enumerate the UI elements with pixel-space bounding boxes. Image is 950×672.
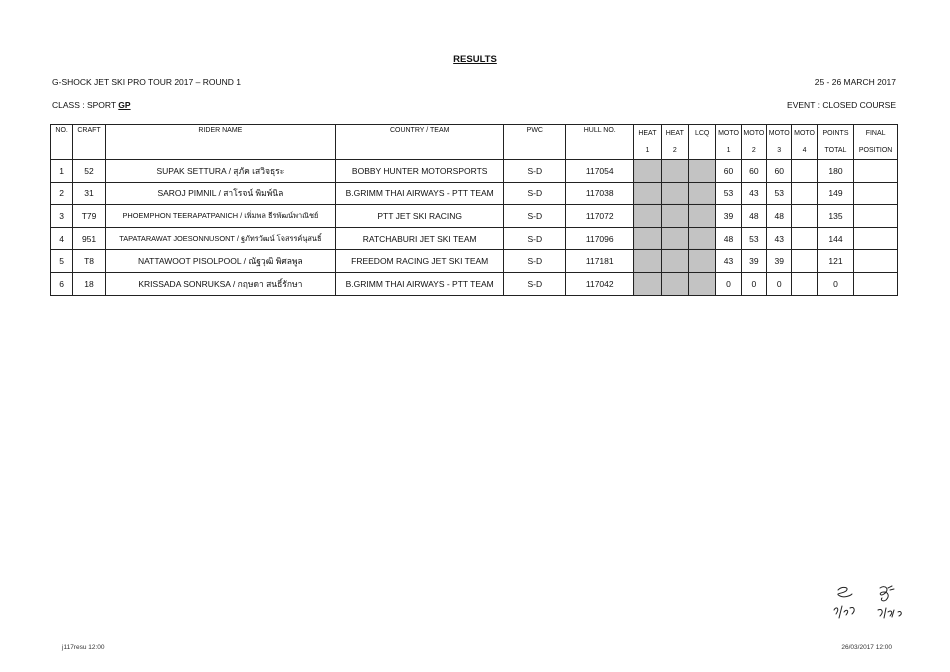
cell-team: BOBBY HUNTER MOTORSPORTS [336, 160, 504, 183]
cell-no: 5 [51, 250, 73, 273]
cell-pwc: S-D [504, 160, 566, 183]
cell-moto1: 53 [716, 182, 741, 205]
cell-craft: 52 [73, 160, 105, 183]
cell-moto3: 53 [767, 182, 792, 205]
cell-pwc: S-D [504, 250, 566, 273]
cell-final [854, 182, 898, 205]
page-title: RESULTS [453, 54, 497, 65]
table-row [51, 160, 898, 183]
col-heat2-sub: 2 [661, 142, 688, 160]
event-dates: 25 - 26 MARCH 2017 [814, 77, 896, 87]
handwritten-signature [828, 584, 908, 626]
class-value: GP [118, 100, 131, 110]
cell-lcq [688, 272, 715, 295]
cell-heat2 [661, 182, 688, 205]
cell-heat2 [661, 272, 688, 295]
cell-moto4 [792, 272, 817, 295]
cell-points: 121 [817, 250, 854, 273]
cell-no: 3 [51, 205, 73, 228]
cell-moto4 [792, 250, 817, 273]
col-heat1-sub: 1 [634, 142, 661, 160]
col-moto2-sub: 2 [741, 142, 766, 160]
cell-points: 180 [817, 160, 854, 183]
cell-rider: SAROJ PIMNIL / สาโรจน์ พิมพ์นิล [105, 182, 335, 205]
cell-pwc: S-D [504, 272, 566, 295]
cell-final [854, 205, 898, 228]
cell-moto3: 0 [767, 272, 792, 295]
cell-heat1 [634, 160, 661, 183]
cell-final [854, 272, 898, 295]
event-name: G-SHOCK JET SKI PRO TOUR 2017 – ROUND 1 [52, 77, 241, 87]
cell-hull: 117038 [566, 182, 634, 205]
cell-craft: 18 [73, 272, 105, 295]
col-moto3-header: MOTO [767, 125, 792, 143]
cell-points: 144 [817, 227, 854, 250]
cell-pwc: S-D [504, 227, 566, 250]
cell-craft: T8 [73, 250, 105, 273]
cell-heat1 [634, 227, 661, 250]
cell-team: FREEDOM RACING JET SKI TEAM [336, 250, 504, 273]
cell-points: 149 [817, 182, 854, 205]
cell-no: 6 [51, 272, 73, 295]
cell-moto3: 60 [767, 160, 792, 183]
cell-heat1 [634, 272, 661, 295]
cell-moto3: 48 [767, 205, 792, 228]
cell-moto1: 0 [716, 272, 741, 295]
cell-team: RATCHABURI JET SKI TEAM [336, 227, 504, 250]
table-row [51, 182, 898, 205]
cell-hull: 117072 [566, 205, 634, 228]
cell-heat2 [661, 160, 688, 183]
cell-final [854, 227, 898, 250]
col-craft-header: CRAFT [73, 125, 105, 160]
cell-moto2: 48 [741, 205, 766, 228]
col-moto1-sub: 1 [716, 142, 741, 160]
cell-moto1: 60 [716, 160, 741, 183]
cell-craft: T79 [73, 205, 105, 228]
col-moto2-header: MOTO [741, 125, 766, 143]
cell-final [854, 160, 898, 183]
col-team-header: COUNTRY / TEAM [336, 125, 504, 160]
cell-lcq [688, 227, 715, 250]
col-lcq-header: LCQ [688, 125, 715, 143]
col-rider-header: RIDER NAME [105, 125, 335, 160]
cell-moto3: 43 [767, 227, 792, 250]
cell-no: 1 [51, 160, 73, 183]
table-row [51, 227, 898, 250]
cell-heat1 [634, 182, 661, 205]
footer-print-date: 26/03/2017 12:00 [841, 644, 892, 651]
class-label: CLASS : SPORT [52, 100, 119, 110]
cell-lcq [688, 205, 715, 228]
col-hull-header: HULL NO. [566, 125, 634, 160]
table-row [51, 205, 898, 228]
cell-team: PTT JET SKI RACING [336, 205, 504, 228]
cell-points: 0 [817, 272, 854, 295]
cell-heat2 [661, 250, 688, 273]
col-moto4-sub: 4 [792, 142, 817, 160]
cell-hull: 117181 [566, 250, 634, 273]
cell-heat2 [661, 227, 688, 250]
cell-moto4 [792, 182, 817, 205]
cell-moto4 [792, 205, 817, 228]
col-pwc-header: PWC [504, 125, 566, 160]
cell-moto4 [792, 160, 817, 183]
cell-moto1: 48 [716, 227, 741, 250]
cell-rider: SUPAK SETTURA / สุภัค เสวิจธุระ [105, 160, 335, 183]
cell-no: 2 [51, 182, 73, 205]
cell-moto2: 60 [741, 160, 766, 183]
cell-heat1 [634, 250, 661, 273]
cell-team: B.GRIMM THAI AIRWAYS - PTT TEAM [336, 182, 504, 205]
cell-points: 135 [817, 205, 854, 228]
cell-lcq [688, 160, 715, 183]
cell-moto1: 39 [716, 205, 741, 228]
col-lcq-sub [688, 142, 715, 160]
col-final-header: FINAL [854, 125, 898, 143]
col-moto4-header: MOTO [792, 125, 817, 143]
cell-pwc: S-D [504, 205, 566, 228]
cell-moto4 [792, 227, 817, 250]
cell-no: 4 [51, 227, 73, 250]
cell-lcq [688, 182, 715, 205]
table-header-row [51, 125, 898, 143]
col-moto1-header: MOTO [716, 125, 741, 143]
cell-rider: PHOEMPHON TEERAPATPANICH / เพิ่มพล ธีรพัฒน์พาณิชย์ [105, 205, 335, 228]
cell-hull: 117042 [566, 272, 634, 295]
cell-rider: TAPATARAWAT JOESONNUSONT / ฐภัทรวัฒน์ โจสรรค์นุสนธิ์ [105, 227, 335, 250]
table-row [51, 272, 898, 295]
cell-moto1: 43 [716, 250, 741, 273]
cell-moto2: 53 [741, 227, 766, 250]
cell-moto2: 43 [741, 182, 766, 205]
cell-moto3: 39 [767, 250, 792, 273]
event-type: EVENT : CLOSED COURSE [787, 100, 896, 110]
col-heat2-header: HEAT [661, 125, 688, 143]
col-points-sub: TOTAL [817, 142, 854, 160]
col-moto3-sub: 3 [767, 142, 792, 160]
footer-file-code: j117resu 12:00 [62, 644, 105, 651]
cell-hull: 117096 [566, 227, 634, 250]
table-row [51, 250, 898, 273]
cell-rider: KRISSADA SONRUKSA / กฤษดา สนธิ์รักษา [105, 272, 335, 295]
results-table [50, 124, 898, 296]
col-heat1-header: HEAT [634, 125, 661, 143]
cell-craft: 951 [73, 227, 105, 250]
cell-heat1 [634, 205, 661, 228]
cell-heat2 [661, 205, 688, 228]
cell-final [854, 250, 898, 273]
col-final-sub: POSITION [854, 142, 898, 160]
cell-hull: 117054 [566, 160, 634, 183]
cell-team: B.GRIMM THAI AIRWAYS - PTT TEAM [336, 272, 504, 295]
cell-craft: 31 [73, 182, 105, 205]
class-line [52, 100, 131, 110]
cell-rider: NATTAWOOT PISOLPOOL / ณัฐวุฒิ พิศลพูล [105, 250, 335, 273]
cell-pwc: S-D [504, 182, 566, 205]
cell-moto2: 39 [741, 250, 766, 273]
cell-lcq [688, 250, 715, 273]
col-no-header: NO. [51, 125, 73, 160]
cell-moto2: 0 [741, 272, 766, 295]
col-points-header: POINTS [817, 125, 854, 143]
